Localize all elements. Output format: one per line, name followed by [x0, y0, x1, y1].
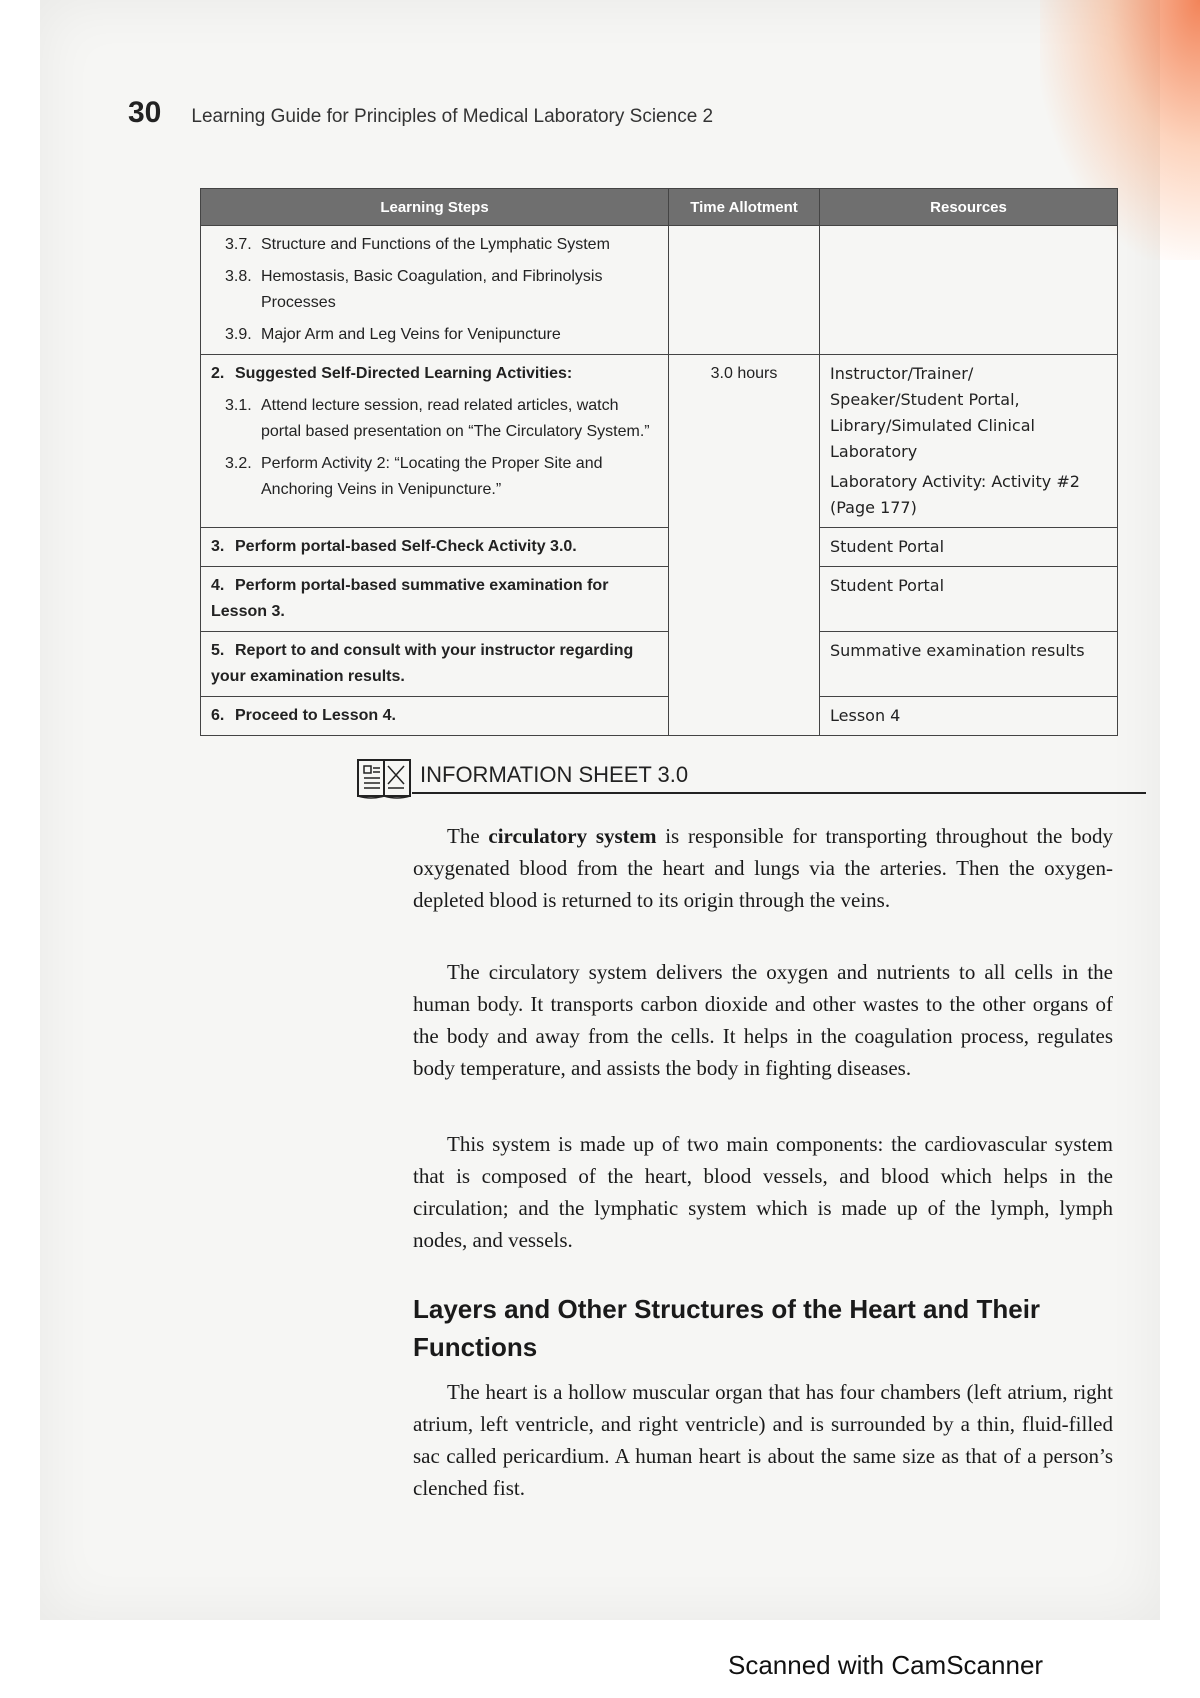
- title-rule: [412, 792, 1146, 794]
- paragraph: The circulatory system is responsible for transporting throughout the body oxygenated blood from the heart and lungs via the arteries. Then the oxygen-depleted blood is returned to its origin through the veins.: [413, 824, 1113, 912]
- resource-text: Instructor/Trainer/ Speaker/Student Portal, Library/Simulated Clinical Laboratory: [830, 364, 1035, 461]
- scanner-watermark: Scanned with CamScanner: [728, 1650, 1044, 1680]
- section-heading: Layers and Other Structures of the Heart and Their Functions: [413, 1294, 1041, 1362]
- information-sheet-title: INFORMATION SHEET 3.0: [420, 762, 689, 787]
- header-resources: Resources: [820, 189, 1118, 226]
- paragraph: The heart is a hollow muscular organ that has four chambers (left atrium, right atrium, left ventricle, and right ventricle) and is surrounded by a thin, fluid-filled sac called pericardium. A human heart is about the same size as that of a person’s clenched fist.: [413, 1380, 1113, 1500]
- steps-cell: [201, 355, 669, 528]
- page-number: 30: [128, 96, 162, 129]
- table-row: [201, 528, 1118, 567]
- step-title: 2. Suggested Self-Directed Learning Activities:: [211, 365, 573, 382]
- resource-cell: Summative examination results: [820, 632, 1118, 697]
- step-title: 4. Perform portal-based summative examination for Lesson 3.: [211, 577, 609, 620]
- bold-term: circulatory system: [488, 824, 657, 848]
- header-learning-steps: Learning Steps: [201, 189, 669, 226]
- table-row: [201, 697, 1118, 736]
- resource-cell: [820, 355, 1118, 528]
- table-header-row: [201, 189, 1118, 226]
- running-title: Learning Guide for Principles of Medical Laboratory Science 2: [191, 106, 714, 127]
- subitem: 3.1. Attend lecture session, read related articles, watch portal based presentation on “The Circulatory System.”: [225, 397, 650, 440]
- steps-cell: [201, 567, 669, 632]
- subitem: 3.8. Hemostasis, Basic Coagulation, and Fibrinolysis Processes: [225, 268, 603, 311]
- information-sheet-banner: [356, 754, 1146, 798]
- time-allotment-cell: 3.0 hours: [669, 355, 820, 736]
- resource-cell: [820, 226, 1118, 355]
- resource-cell: Student Portal: [820, 567, 1118, 632]
- step-title: 3. Perform portal-based Self-Check Activity 3.0.: [211, 538, 577, 555]
- paragraph: This system is made up of two main components: the cardiovascular system that is composed of the heart, blood vessels, and blood which helps in the circulation; and the lymphatic system which is made up of the lymph, lymph nodes, and vessels.: [413, 1132, 1113, 1252]
- table-row: [201, 567, 1118, 632]
- page-header: [128, 96, 713, 130]
- learning-steps-table: [200, 188, 1118, 736]
- steps-cell: [201, 632, 669, 697]
- table-row: [201, 226, 1118, 355]
- table-row: [201, 355, 1118, 528]
- step-title: 6. Proceed to Lesson 4.: [211, 707, 396, 724]
- resource-cell: Lesson 4: [820, 697, 1118, 736]
- subitem: 3.9. Major Arm and Leg Veins for Venipuncture: [225, 326, 561, 343]
- open-book-icon: [356, 754, 412, 800]
- steps-cell: [201, 528, 669, 567]
- resource-cell: Student Portal: [820, 528, 1118, 567]
- paragraph: The circulatory system delivers the oxygen and nutrients to all cells in the human body. It transports carbon dioxide and other wastes to the other organs of the body and away from the cells. It helps in the coagulation process, regulates body temperature, and assists the body in fighting diseases.: [413, 960, 1113, 1080]
- header-time-allotment: Time Allotment: [669, 189, 820, 226]
- subitem: 3.7. Structure and Functions of the Lymphatic System: [225, 236, 610, 253]
- subitem: 3.2. Perform Activity 2: “Locating the Proper Site and Anchoring Veins in Venipuncture.”: [225, 455, 603, 498]
- time-cell: [669, 226, 820, 355]
- step-title: 5. Report to and consult with your instructor regarding your examination results.: [211, 642, 634, 685]
- table-row: [201, 632, 1118, 697]
- steps-cell: [201, 226, 669, 355]
- steps-cell: [201, 697, 669, 736]
- resource-text: Laboratory Activity: Activity #2 (Page 177): [830, 472, 1080, 517]
